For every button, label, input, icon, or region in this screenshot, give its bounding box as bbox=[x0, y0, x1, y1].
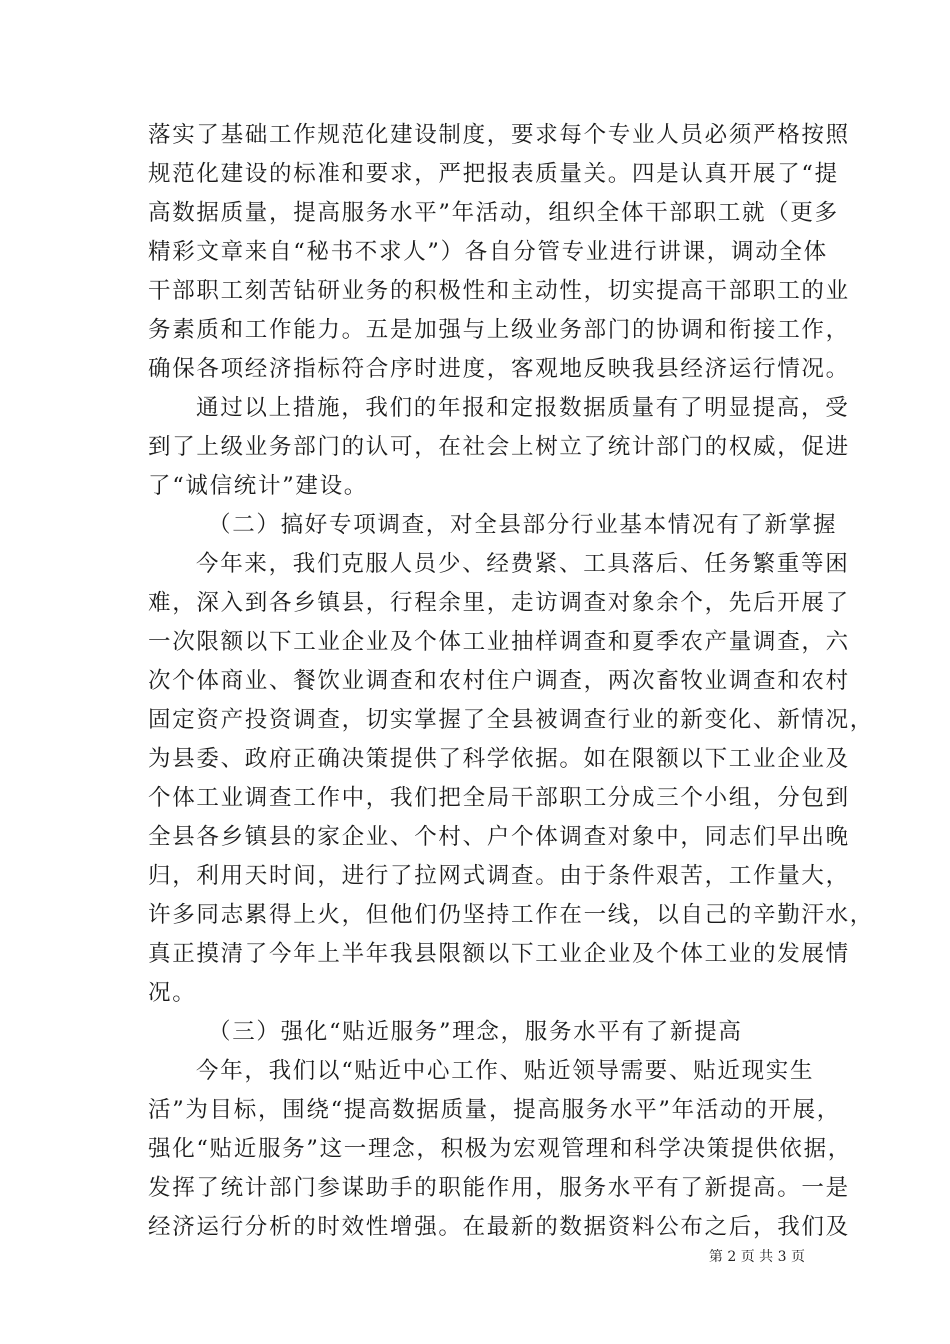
text-line: 发挥了统计部门参谋助手的职能作用，服务水平有了新提高。一是 bbox=[148, 1175, 850, 1201]
text-line: 精彩文章来自“秘书不求人”）各自分管专业进行讲课，调动全体 bbox=[148, 239, 828, 265]
text-line: 务素质和工作能力。五是加强与上级业务部门的协调和衔接工作， bbox=[148, 317, 850, 343]
text-line: 个体工业调查工作中，我们把全局干部职工分成三个小组，分包到 bbox=[148, 785, 850, 811]
text-line: 到了上级业务部门的认可，在社会上树立了统计部门的权威，促进 bbox=[148, 434, 850, 460]
text-line: 确保各项经济指标符合序时进度，客观地反映我县经济运行情况。 bbox=[148, 356, 850, 382]
text-line: 了“诚信统计”建设。 bbox=[148, 473, 369, 499]
text-line: 次个体商业、餐饮业调查和农村住户调查，两次畜牧业调查和农村 bbox=[148, 668, 850, 694]
paragraph-first-line: 今年，我们以“贴近中心工作、贴近领导需要、贴近现实生 bbox=[196, 1058, 815, 1084]
text-line: 固定资产投资调查，切实掌握了全县被调查行业的新变化、新情况， bbox=[148, 707, 875, 733]
text-line: 干部职工刻苦钻研业务的积极性和主动性，切实提高干部职工的业 bbox=[148, 278, 850, 304]
section-heading: （二）搞好专项调查，对全县部分行业基本情况有了新掌握 bbox=[208, 512, 838, 538]
text-line: 况。 bbox=[148, 980, 197, 1006]
text-line: 活”为目标，围绕“提高数据质量，提高服务水平”年活动的开展， bbox=[148, 1097, 842, 1123]
text-line: 强化“贴近服务”这一理念，积极为宏观管理和科学决策提供依据， bbox=[148, 1136, 853, 1162]
paragraph-first-line: 今年来，我们克服人员少、经费紧、工具落后、任务繁重等困 bbox=[196, 551, 850, 577]
text-line: 归，利用天时间，进行了拉网式调查。由于条件艰苦，工作量大， bbox=[148, 863, 850, 889]
text-line: 经济运行分析的时效性增强。在最新的数据资料公布之后，我们及 bbox=[148, 1214, 850, 1240]
text-line: 一次限额以下工业企业及个体工业抽样调查和夏季农产量调查，六 bbox=[148, 629, 850, 655]
text-line: 高数据质量，提高服务水平”年活动，组织全体干部职工就（更多 bbox=[148, 200, 839, 226]
text-line: 难，深入到各乡镇县，行程余里，走访调查对象余个，先后开展了 bbox=[148, 590, 850, 616]
page-number: 第 2 页 共 3 页 bbox=[708, 1249, 805, 1265]
text-line: 规范化建设的标准和要求，严把报表质量关。四是认真开展了“提 bbox=[148, 161, 839, 187]
text-line: 真正摸清了今年上半年我县限额以下工业企业及个体工业的发展情 bbox=[148, 941, 850, 967]
paragraph-first-line: 通过以上措施，我们的年报和定报数据质量有了明显提高，受 bbox=[196, 395, 850, 421]
text-line: 为县委、政府正确决策提供了科学依据。如在限额以下工业企业及 bbox=[148, 746, 850, 772]
text-line: 全县各乡镇县的家企业、个村、户个体调查对象中，同志们早出晚 bbox=[148, 824, 850, 850]
section-heading: （三）强化“贴近服务”理念，服务水平有了新提高 bbox=[208, 1019, 743, 1045]
text-line: 落实了基础工作规范化建设制度，要求每个专业人员必须严格按照 bbox=[148, 122, 850, 148]
text-line: 许多同志累得上火，但他们仍坚持工作在一线，以自己的辛勤汗水， bbox=[148, 902, 875, 928]
